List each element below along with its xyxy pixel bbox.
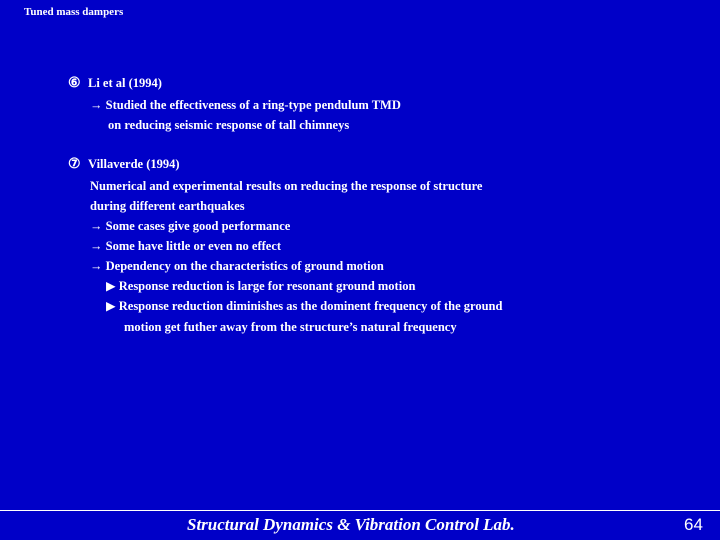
circled-seven-marker: ⑦ [68, 157, 81, 172]
item-villaverde-line: during different earthquakes [90, 199, 245, 213]
item-villaverde-line: → Some cases give good performance [90, 219, 291, 233]
item-li-heading [68, 76, 162, 91]
item-li-line: → Studied the effectiveness of a ring-type pendulum TMD [90, 98, 401, 112]
item-heading-text: Villaverde (1994) [88, 157, 180, 171]
item-villaverde-line: → Some have little or even no effect [90, 239, 282, 253]
item-villaverde-line: Numerical and experimental results on reducing the response of structure [90, 179, 483, 193]
item-li-line: on reducing seismic response of tall chimneys [108, 118, 350, 132]
footer-lab-name: Structural Dynamics & Vibration Control Lab. [187, 515, 515, 534]
item-villaverde-heading [68, 157, 180, 172]
item-villaverde-line: → Dependency on the characteristics of ground motion [90, 259, 384, 273]
slide-title: Tuned mass dampers [24, 6, 124, 18]
item-villaverde-subline: ▶ Response reduction diminishes as the dominent frequency of the ground [106, 299, 503, 313]
footer-divider [0, 510, 720, 511]
item-villaverde-subline: motion get futher away from the structure’s natural frequency [124, 320, 457, 334]
circled-six-marker: ⑥ [68, 76, 81, 91]
item-heading-text: Li et al (1994) [88, 76, 162, 90]
page-number: 64 [684, 515, 703, 534]
item-villaverde-subline: ▶ Response reduction is large for resonant ground motion [106, 279, 416, 293]
